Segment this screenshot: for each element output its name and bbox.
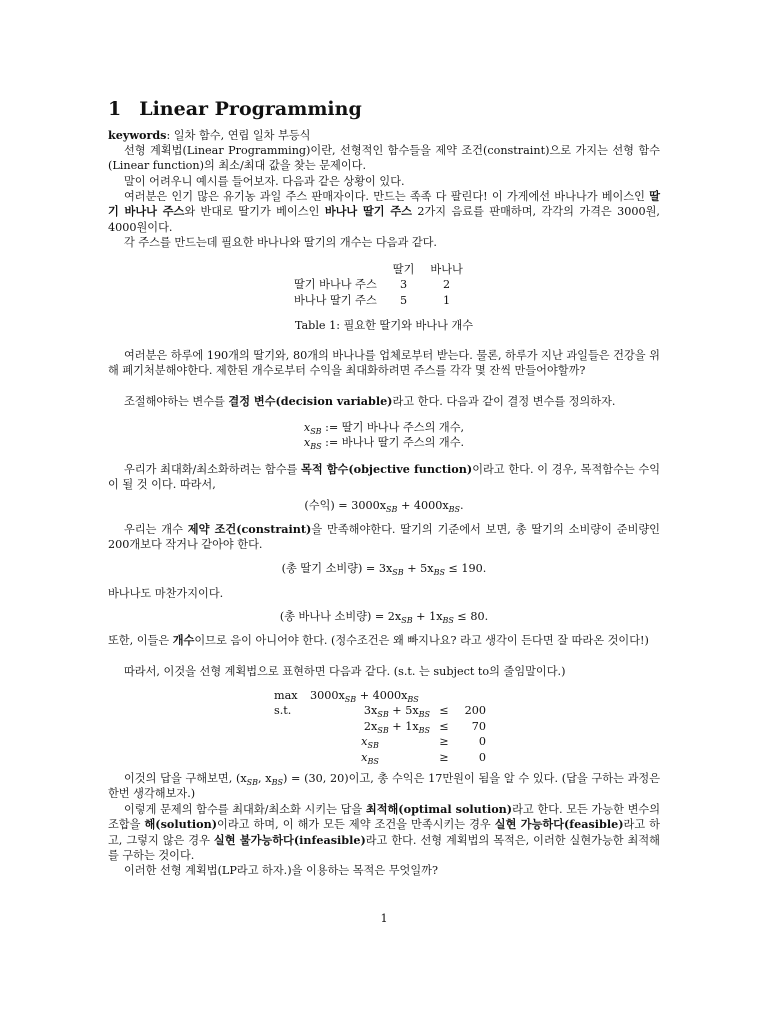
lp-max-label: max	[274, 689, 298, 702]
body-paragraph-12	[108, 771, 660, 802]
para10-text-a: 또한, 이들은	[108, 634, 173, 647]
optimal-solution-term: 최적해(optimal solution)	[365, 802, 513, 816]
subscript: BS	[407, 695, 419, 704]
eq-part: + 5x	[403, 562, 434, 575]
definition-text: := 딸기 바나나 주스의 개수,	[321, 421, 465, 434]
para13-text: 라고 하고, 그렇지 않은 경우	[108, 818, 660, 847]
objective-function-term: 목적 함수(objective function)	[301, 462, 473, 476]
body-paragraph-6	[108, 394, 660, 409]
para6-text-a: 조절해야하는 변수를	[124, 395, 229, 408]
body-paragraph-5: 여러분은 하루에 190개의 딸기와, 80개의 바나나를 업체로부터 받는다. 물론, 하루가 지난 과일들은 건강을 위해 폐기처분해야한다. 제한된 개수로부터 수익을 최대화하려면 주스를 각각 몇 잔씩 만들어야할까?	[108, 349, 660, 378]
para10-text-c: 이므로 음이 아니어야 한다. (정수조건은 왜 빠지나요? 라고 생각이 든다면 잘 따라온 것이다!)	[194, 634, 649, 647]
subscript: SB	[377, 710, 389, 720]
decision-variable-term: 결정 변수(decision variable)	[228, 394, 393, 408]
lp-operator: ≤	[439, 719, 449, 733]
table-header-row	[286, 262, 471, 277]
intro-paragraph-1: 선형 계획법(Linear Programming)이란, 선형적인 함수들을 제약 조건(constraint)으로 가지는 선형 함수(Linear function)의 최소/최대 값을 찾는 문제이다.	[108, 144, 660, 173]
para6-text-c: 라고 한다. 다음과 같이 결정 변수를 정의하자.	[392, 395, 616, 408]
body-paragraph-9: 바나나도 마찬가지이다.	[108, 587, 224, 600]
eq-part: 3000x	[310, 689, 345, 702]
subscript: BS	[367, 756, 379, 766]
body-paragraph-11: 따라서, 이것을 선형 계획법으로 표현하면 다음과 같다. (s.t. 는 subject to의 줄임말이다.)	[124, 665, 566, 678]
subscript: SB	[386, 505, 398, 514]
body-paragraph-13	[108, 802, 660, 864]
var-x: x	[303, 436, 311, 449]
eq-part: + 4000x	[356, 689, 408, 702]
table-cell: 딸기 바나나 주스	[294, 278, 377, 292]
eq-part: 3x	[363, 704, 378, 718]
definition-text: := 바나나 딸기 주스의 개수.	[321, 436, 465, 449]
definition-xbs	[108, 435, 660, 450]
lp-lhs	[310, 719, 430, 734]
eq-part: ≤ 80.	[453, 610, 489, 623]
body-paragraph-14: 이러한 선형 계획법(LP라고 하자.)을 이용하는 목적은 무엇일까?	[124, 864, 438, 877]
para12-text: 이것의 답을 구해보면, (x	[124, 772, 247, 785]
infeasible-term: 실현 불가능하다(infeasible)	[213, 832, 366, 847]
table-row	[286, 277, 471, 292]
eq-part: (총 딸기 소비량) = 3x	[281, 562, 393, 575]
para3-text-a: 여러분은 인기 많은 유기농 과일 주스 판매자이다. 만드는 족족 다 팔린다! 이 가게에선 바나나가 베이스인	[124, 190, 650, 203]
eq-part: .	[460, 499, 464, 512]
para13-text: 라고 한다. 모든 가능한 변수의 조합을	[108, 803, 661, 832]
page-number: 1	[380, 912, 388, 925]
eq-part: + 1x	[412, 610, 443, 623]
para12-text: ) = (30, 20)이고, 총 수익은 17만원이 됨을 알 수 있다. (답을 구하는 과정은 한번 생각해보자.)	[108, 772, 660, 801]
table-cell: 2	[443, 278, 451, 292]
eq-part: + 5x	[388, 704, 419, 718]
subscript: BS	[442, 616, 454, 625]
lp-rhs: 0	[478, 735, 486, 749]
para7-text-a: 우리가 최대화/최소화하려는 함수를	[124, 463, 302, 476]
eq-part: + 1x	[388, 719, 419, 733]
body-paragraph-10	[108, 633, 660, 648]
eq-part: ≤ 190.	[444, 562, 487, 575]
equation-revenue	[108, 498, 660, 513]
lp-lhs	[310, 750, 430, 765]
equation-strawberry	[108, 561, 660, 576]
equation-banana	[108, 609, 660, 624]
subscript: SB	[344, 695, 357, 704]
table-cell: 3	[400, 278, 408, 292]
intro-paragraph-2: 말이 어려우니 예시를 들어보자. 다음과 같은 상황이 있다.	[124, 175, 405, 188]
eq-part: + 4000x	[397, 499, 449, 512]
lp-operator: ≥	[439, 735, 449, 749]
document-page	[108, 0, 660, 1024]
banana-strawberry-juice-bold: 바나나 딸기 주스	[324, 204, 412, 219]
subscript: SB	[367, 741, 379, 751]
para8-text-c: 을 만족해야한다. 딸기의 기준에서 보면, 총 딸기의 소비량이 준비량인 200개보다 작거나 같아야 한다.	[108, 523, 660, 552]
subscript: BS	[418, 725, 430, 735]
table-header-cell	[286, 262, 385, 277]
subscript: SB	[401, 616, 413, 625]
para13-text: 이라고 하며, 이 해가 모든 제약 조건을 만족시키는 경우	[217, 818, 495, 832]
ingredient-table	[286, 262, 471, 308]
para3-text-d: 2가지 음료를 판매하며, 각각의 가격은 3000원, 4000원이다.	[108, 205, 660, 234]
eq-part: 2x	[363, 719, 378, 733]
keywords-label: keywords	[108, 128, 167, 142]
table-cell: 5	[400, 293, 408, 307]
subscript: SB	[377, 725, 389, 735]
subscript: BS	[418, 710, 430, 720]
table-row	[286, 293, 471, 308]
table-caption: Table 1: 필요한 딸기와 바나나 개수	[294, 319, 474, 332]
constraint-term: 제약 조건(constraint)	[187, 522, 312, 536]
section-title-text: Linear Programming	[139, 98, 362, 120]
table-cell: 바나나 딸기 주스	[294, 293, 377, 307]
table-cell: 1	[443, 293, 451, 307]
body-paragraph-8	[108, 522, 660, 553]
keywords-line	[108, 128, 660, 143]
body-paragraph-7	[108, 462, 660, 493]
solution-term: 해(solution)	[144, 817, 218, 832]
para7-text-c: 이라고 한다. 이 경우, 목적함수는 수익이 될 것 이다. 따라서,	[108, 463, 661, 492]
var-x: x	[361, 735, 368, 749]
subscript: BS	[271, 778, 283, 787]
para13-text: 이렇게 문제의 함수를 최대화/최소화 시키는 답을	[124, 803, 366, 816]
lp-objective	[310, 688, 419, 703]
lp-lhs	[310, 703, 430, 718]
subscript: SB	[246, 778, 258, 787]
eq-part: (수익) = 3000x	[304, 499, 387, 512]
lp-operator: ≤	[439, 704, 449, 718]
para8-text-a: 우리는 개수	[124, 523, 188, 536]
subscript: SB	[310, 427, 322, 436]
var-x: x	[361, 750, 368, 764]
subscript: BS	[310, 442, 322, 451]
keywords-text: : 일차 함수, 연립 일차 부등식	[166, 129, 311, 142]
definition-xsb	[108, 420, 660, 435]
subscript: SB	[392, 568, 404, 577]
intro-paragraph-3	[108, 189, 660, 235]
intro-paragraph-4: 각 주스를 만드는데 필요한 바나나와 딸기의 개수는 다음과 같다.	[124, 236, 437, 249]
lp-st-label: s.t.	[274, 704, 292, 718]
table-header-cell: 바나나	[430, 263, 463, 276]
lp-rhs: 0	[478, 750, 486, 764]
subscript: BS	[448, 505, 461, 514]
subscript: BS	[433, 568, 445, 577]
lp-rhs: 200	[464, 704, 486, 718]
lp-rhs: 70	[471, 719, 486, 733]
count-term: 개수	[172, 633, 195, 647]
section-number: 1	[108, 98, 122, 120]
eq-part: (총 바나나 소비량) = 2x	[279, 610, 402, 623]
para3-text-c: 와 반대로 딸기가 베이스인	[184, 205, 325, 219]
lp-lhs	[310, 734, 430, 749]
strawberry-banana-juice-bold: 딸기 바나나 주스	[108, 189, 660, 219]
section-heading	[108, 98, 362, 120]
para13-text: 라고 한다. 선형 계획법의 목적은, 이러한 실현가능한 최적해를 구하는 것이다.	[108, 833, 660, 863]
lp-operator: ≥	[439, 750, 449, 764]
feasible-term: 실현 가능하다(feasible)	[494, 817, 624, 832]
table-header-cell: 딸기	[392, 263, 415, 276]
var-x: x	[303, 421, 311, 434]
para12-text: , x	[258, 772, 272, 785]
